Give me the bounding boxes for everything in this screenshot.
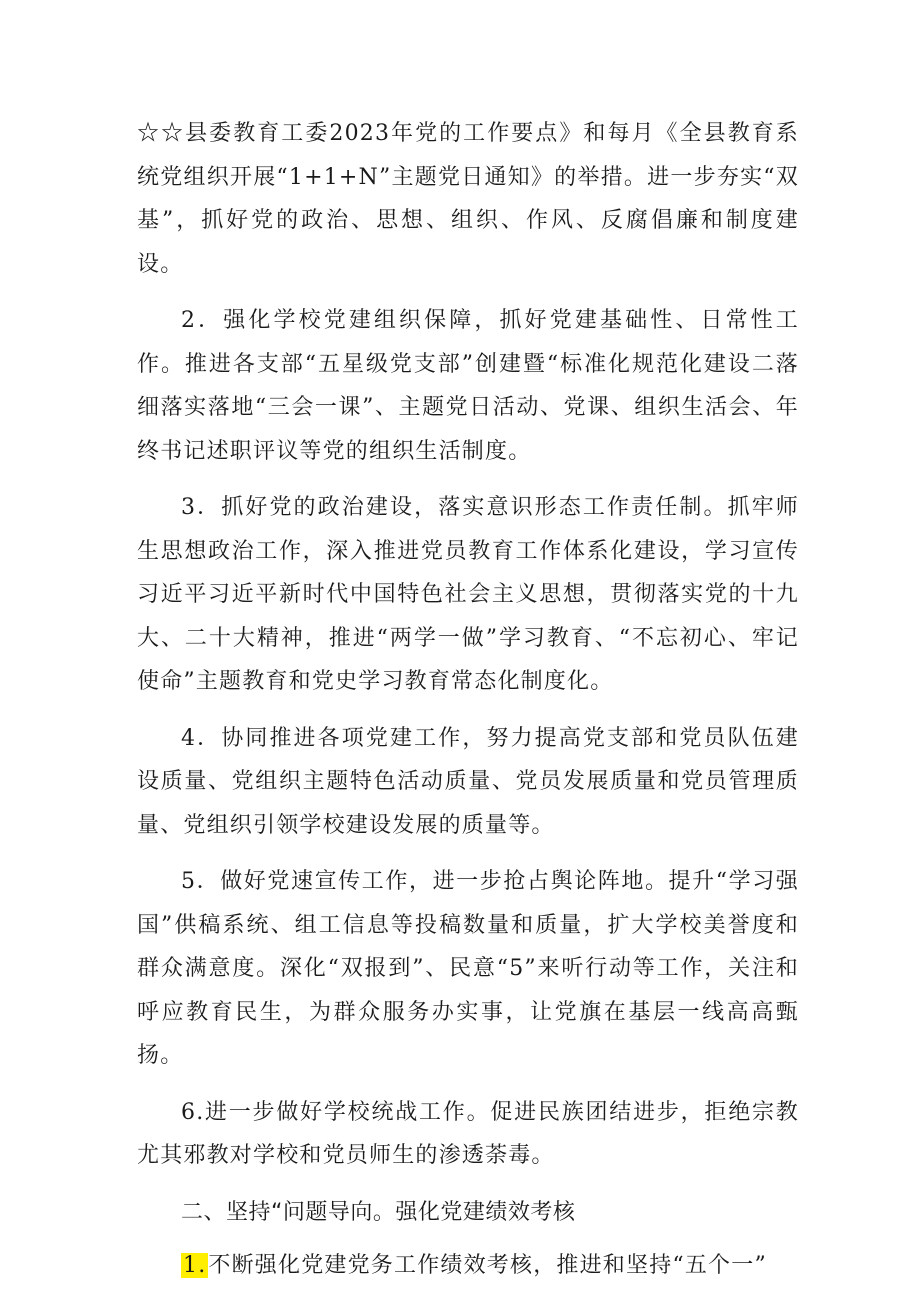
- highlighted-number: 1.: [183, 1253, 207, 1278]
- paragraph-item-2: 2．强化学校党建组织保障，抓好党建基础性、日常性工作。推进各支部“五星级党支部”创建暨“标准化规范化建设二落细落实落地“三会一课”、主题党日活动、党课、组织生活会、年终书记述职评议等党的组织生活制度。: [137, 308, 799, 464]
- section-heading: 二、坚持“问题导向。强化党建绩效考核: [181, 1199, 576, 1225]
- section-first-line-text: 不断强化党建党务工作绩效考核，推进和坚持“五个一”: [208, 1253, 767, 1278]
- section-first-line: [137, 1244, 799, 1288]
- paragraph-item-6: 6.进一步做好学校统战工作。促进民族团结进步，拒绝宗教尤其邪教对学校和党员师生的渗透荼毒。: [137, 1099, 799, 1168]
- paragraph-item-5: 5．做好党速宣传工作，进一步抢占舆论阵地。提升“学习强国”供稿系统、组工信息等投稿数量和质量，扩大学校美誉度和群众满意度。深化“双报到”、民意“5”来听行动等工作，关注和呼应教育民生，为群众服务办实事，让党旗在基层一线高高甄扬。: [137, 869, 799, 1068]
- document-body: [137, 112, 799, 1288]
- paragraph-continuation: ☆☆县委教育工委2023年党的工作要点》和每月《全县教育系统党组织开展“1+1+N”主题党日通知》的举措。进一步夯实“双基”，抓好党的政治、思想、组织、作风、反腐倡廉和制度建设。: [137, 121, 799, 277]
- paragraph-item-3: 3．抓好党的政治建设，落实意识形态工作责任制。抓牢师生思想政治工作，深入推进党员教育工作体系化建设，学习宣传习近平习近平新时代中国特色社会主义思想，贯彻落实党的十九大、二十大精神，推进“两学一做”学习教育、“不忘初心、牢记使命”主题教育和党史学习教育常态化制度化。: [137, 495, 799, 694]
- paragraph-item-4: 4．协同推进各项党建工作，努力提高党支部和党员队伍建设质量、党组织主题特色活动质量、党员发展质量和党员管理质量、党组织引领学校建设发展的质量等。: [137, 725, 799, 838]
